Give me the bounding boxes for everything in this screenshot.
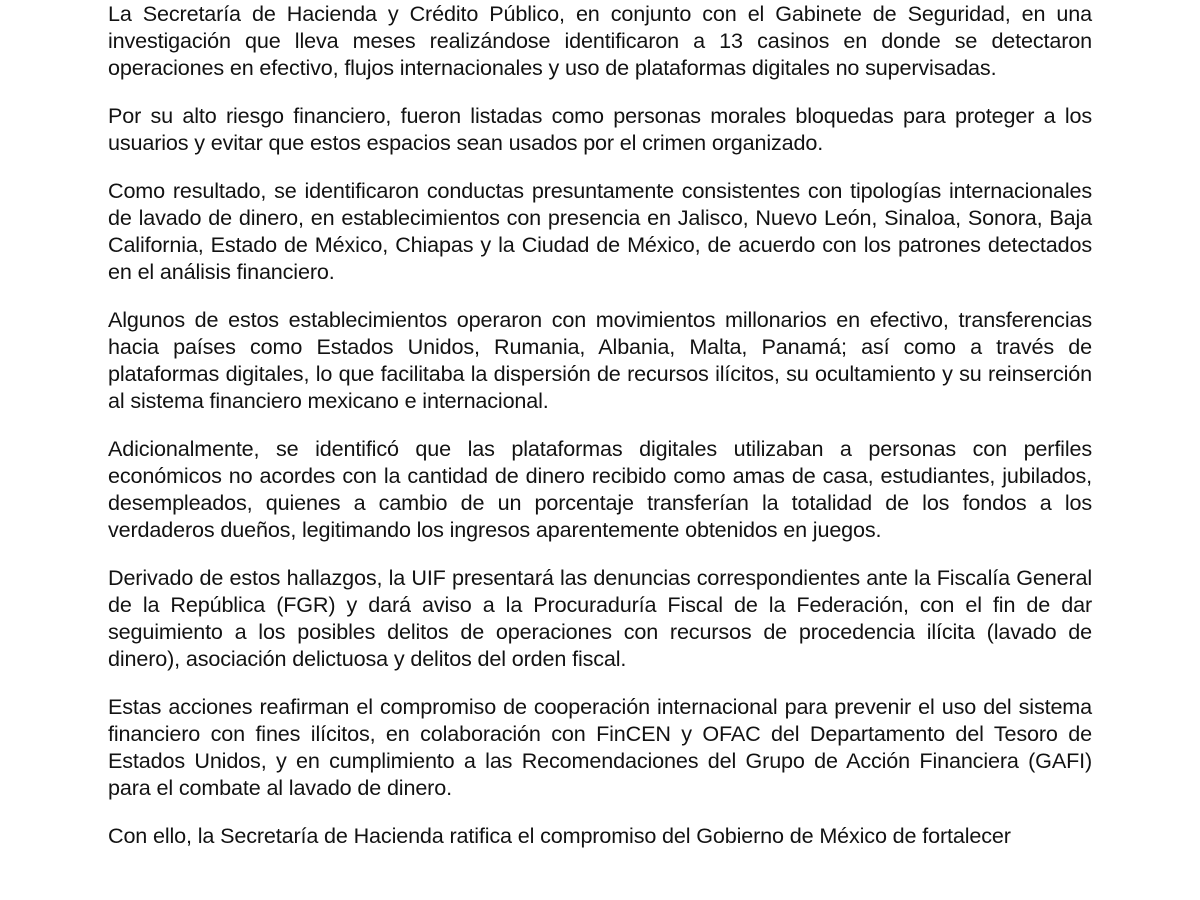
paragraph-1: La Secretaría de Hacienda y Crédito Público, en conjunto con el Gabinete de Seguridad, en una investigación que lleva meses realizándose identificaron a 13 casinos en donde se detectaron operaciones en efectivo, flujos internacionales y uso de plataformas digitales no supervisadas. — [108, 1, 1092, 80]
paragraph-2: Por su alto riesgo financiero, fueron listadas como personas morales bloquedas para proteger a los usuarios y evitar que estos espacios sean usados por el crimen organizado. — [108, 103, 1092, 155]
paragraph-4: Algunos de estos establecimientos operaron con movimientos millonarios en efectivo, transferencias hacia países como Estados Unidos, Rumania, Albania, Malta, Panamá; así como a través de plataformas digitales, lo que facilitaba la dispersión de recursos ilícitos, su ocultamiento y su reinserción al sistema financiero mexicano e internacional. — [108, 307, 1092, 413]
paragraph-7: Estas acciones reafirman el compromiso de cooperación internacional para prevenir el uso del sistema financiero con fines ilícitos, en colaboración con FinCEN y OFAC del Departamento del Tesoro de Estados Unidos, y en cumplimiento a las Recomendaciones del Grupo de Acción Financiera (GAFI) para el combate al lavado de dinero. — [108, 694, 1092, 800]
paragraph-8-clipped: Con ello, la Secretaría de Hacienda ratifica el compromiso del Gobierno de México de fortalecer — [108, 823, 1011, 848]
paragraph-5: Adicionalmente, se identificó que las plataformas digitales utilizaban a personas con perfiles económicos no acordes con la cantidad de dinero recibido como amas de casa, estudiantes, jubilados, desempleados, quienes a cambio de un porcentaje transferían la totalidad de los fondos a los verdaderos dueños, legitimando los ingresos aparentemente obtenidos en juegos. — [108, 436, 1092, 542]
document-text-body — [108, 0, 1092, 849]
paragraph-3: Como resultado, se identificaron conductas presuntamente consistentes con tipologías internacionales de lavado de dinero, en establecimientos con presencia en Jalisco, Nuevo León, Sinaloa, Sonora, Baja California, Estado de México, Chiapas y la Ciudad de México, de acuerdo con los patrones detectados en el análisis financiero. — [108, 178, 1092, 284]
paragraph-6: Derivado de estos hallazgos, la UIF presentará las denuncias correspondientes ante la Fiscalía General de la República (FGR) y dará aviso a la Procuraduría Fiscal de la Federación, con el fin de dar seguimiento a los posibles delitos de operaciones con recursos de procedencia ilícita (lavado de dinero), asociación delictuosa y delitos del orden fiscal. — [108, 565, 1092, 671]
